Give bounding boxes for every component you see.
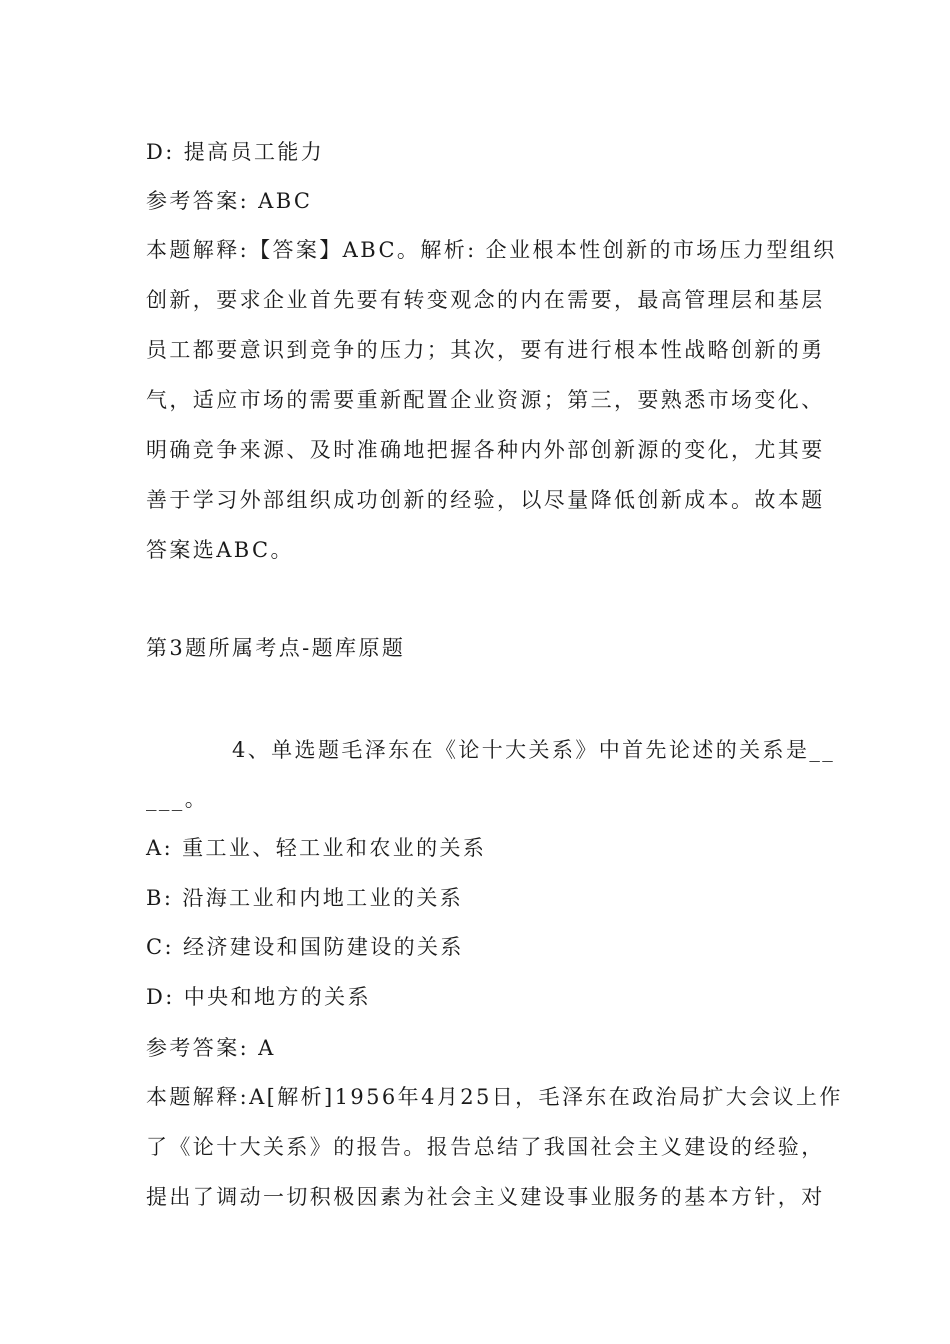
q3-answer: 参考答案: ABC	[146, 189, 313, 213]
q4-explanation-line: 本题解释:A[解析]1956年4月25日，毛泽东在政治局扩大会议上作	[146, 1085, 843, 1109]
q4-option-c: C: 经济建设和国防建设的关系	[146, 935, 464, 959]
q3-explanation-line: 创新，要求企业首先要有转变观念的内在需要，最高管理层和基层	[146, 288, 825, 312]
q3-option-d: D: 提高员工能力	[146, 140, 325, 164]
q4-explanation-line: 提出了调动一切积极因素为社会主义建设事业服务的基本方针，对	[146, 1185, 825, 1209]
q3-explanation-line: 员工都要意识到竞争的压力；其次，要有进行根本性战略创新的勇	[146, 338, 825, 362]
q4-option-b: B: 沿海工业和内地工业的关系	[146, 886, 464, 910]
q4-answer: 参考答案: A	[146, 1036, 276, 1060]
q3-explanation-line: 答案选ABC。	[146, 538, 294, 562]
q3-category: 第3题所属考点-题库原题	[146, 636, 406, 660]
q4-explanation-line: 了《论十大关系》的报告。报告总结了我国社会主义建设的经验，	[146, 1135, 825, 1159]
q3-explanation-line: 善于学习外部组织成功创新的经验，以尽量降低创新成本。故本题	[146, 488, 825, 512]
q4-option-d: D: 中央和地方的关系	[146, 985, 371, 1009]
q4-question: 4、单选题毛泽东在《论十大关系》中首先论述的关系是__	[232, 738, 836, 762]
q3-explanation-line: 本题解释:【答案】ABC。解析: 企业根本性创新的市场压力型组织	[146, 238, 837, 262]
q3-explanation-line: 明确竞争来源、及时准确地把握各种内外部创新源的变化，尤其要	[146, 438, 825, 462]
q4-option-a: A: 重工业、轻工业和农业的关系	[146, 836, 487, 860]
q4-question-continued: ___。	[146, 787, 209, 811]
q3-explanation-line: 气，适应市场的需要重新配置企业资源；第三，要熟悉市场变化、	[146, 388, 825, 412]
